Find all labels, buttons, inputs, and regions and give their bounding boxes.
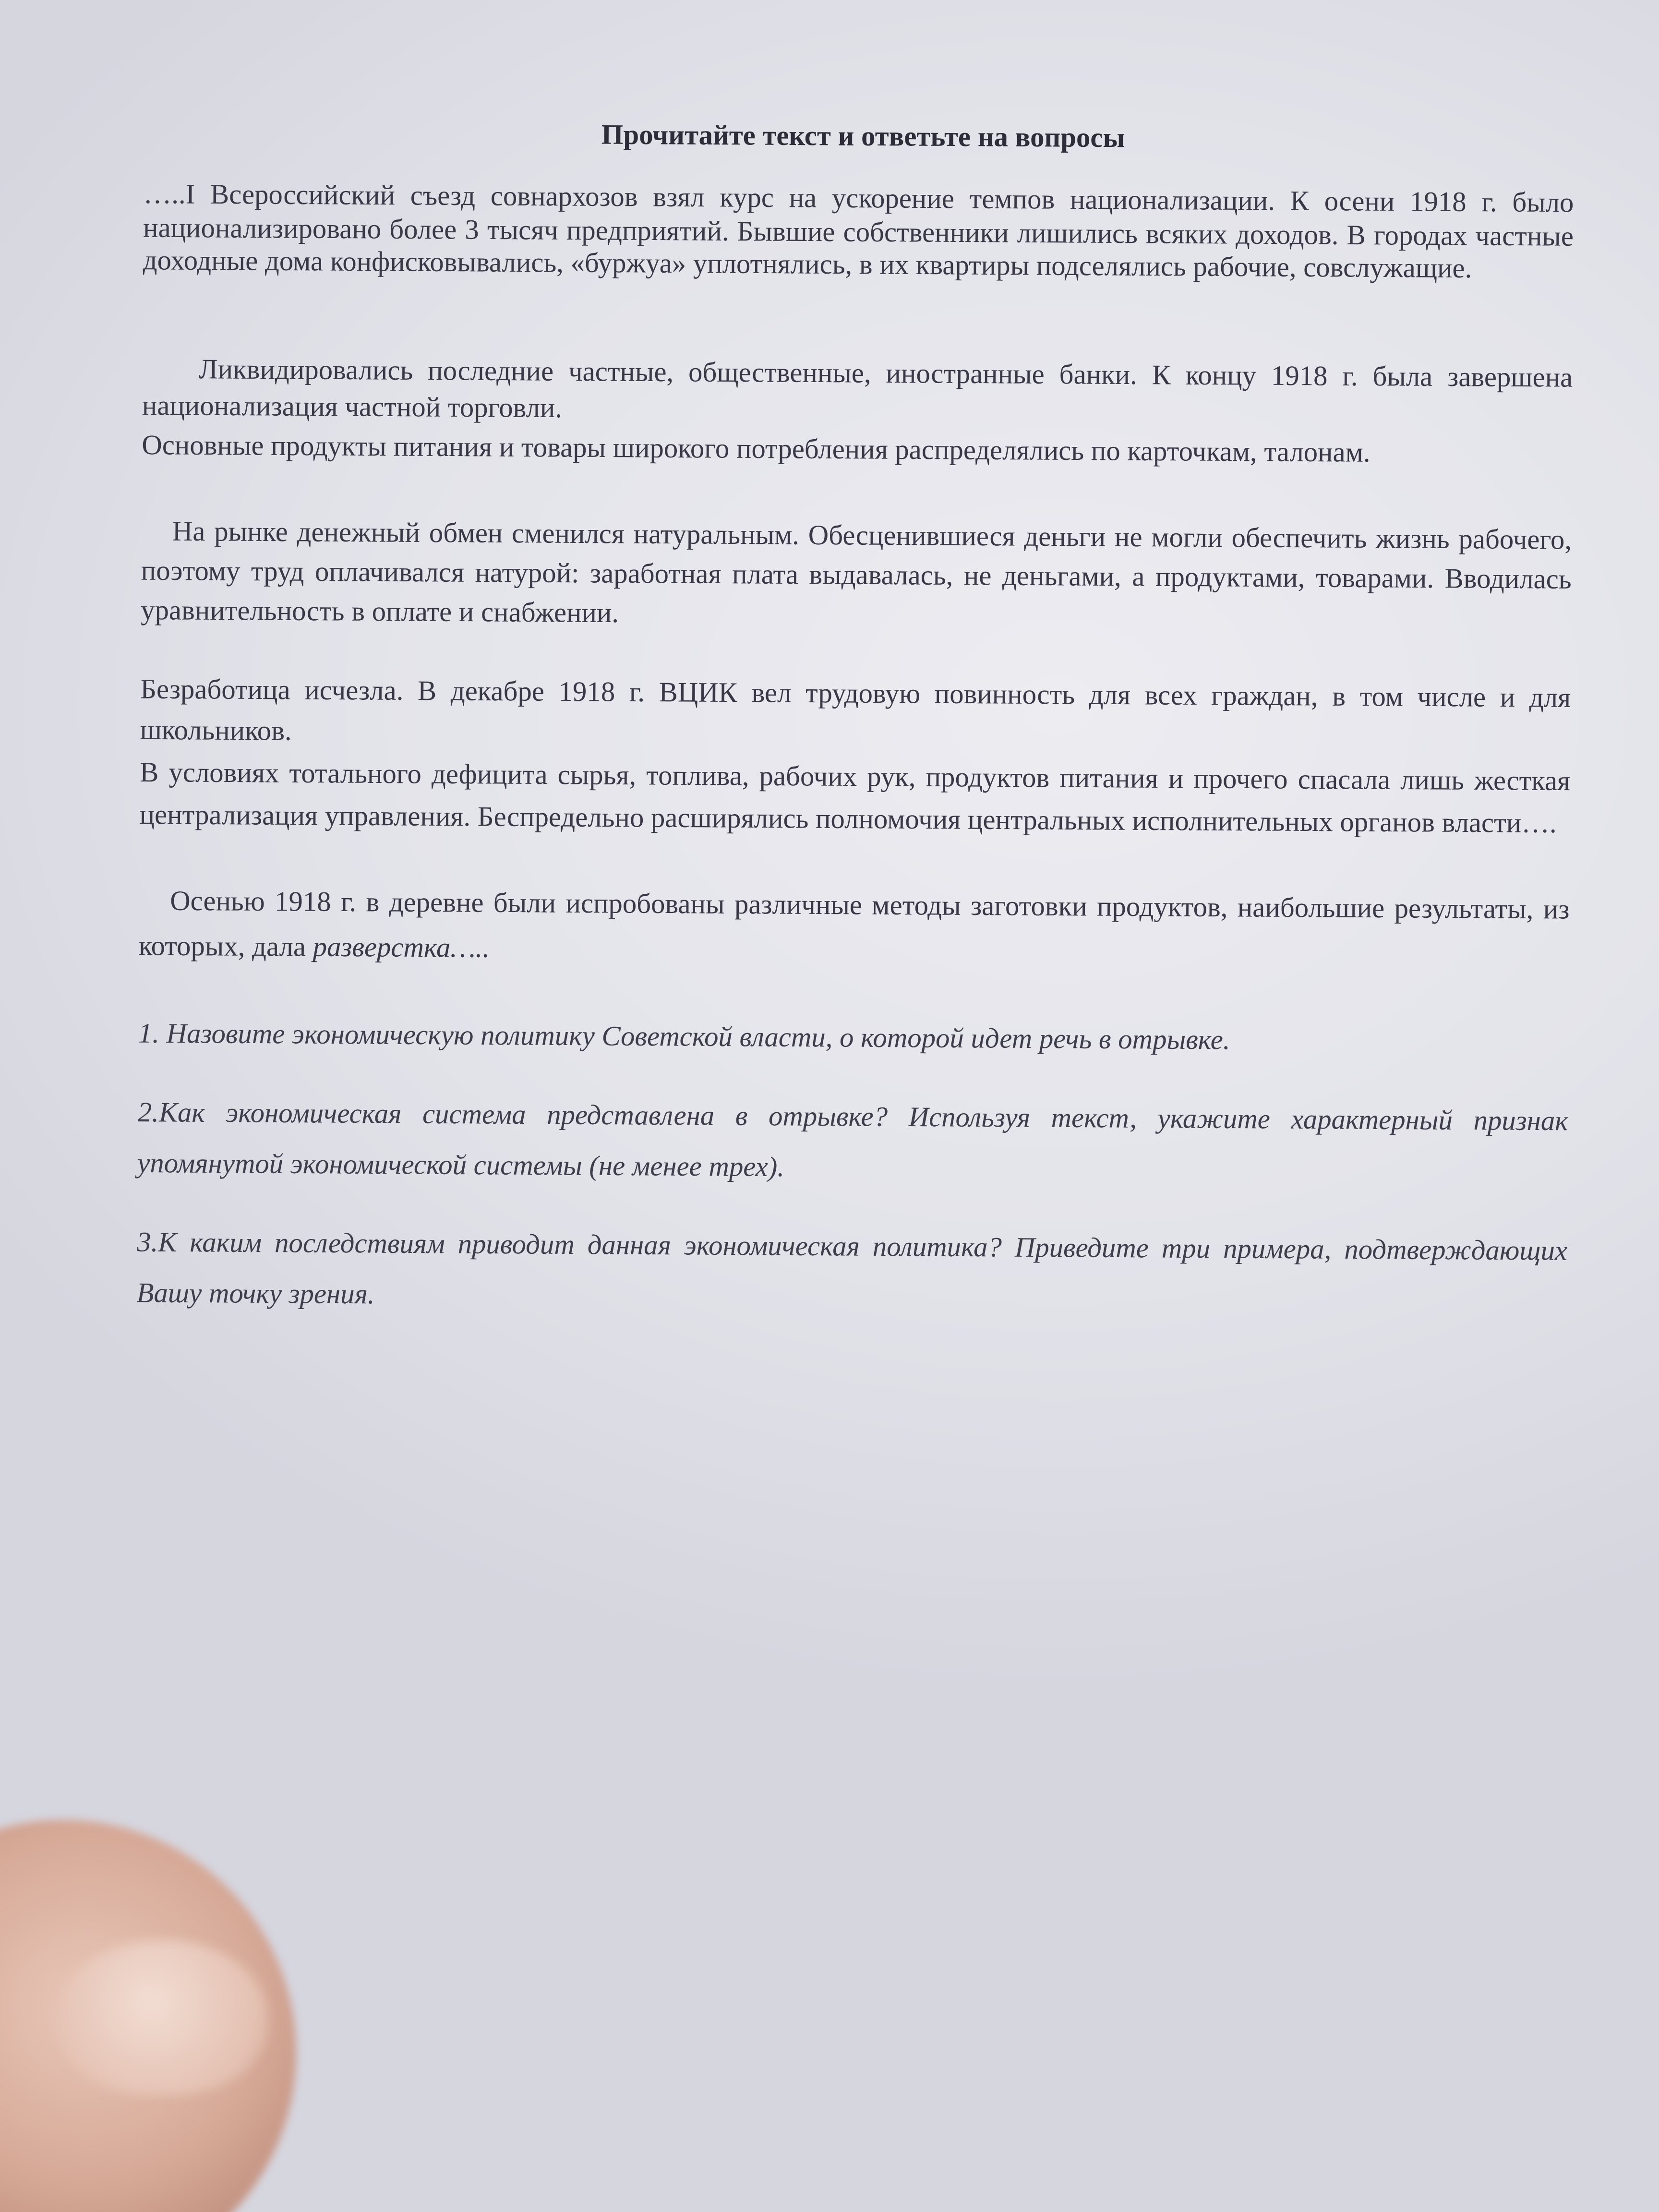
paragraph-6: В условиях тотального дефицита сырья, топлива, рабочих рук, продуктов питания и прочего спасала лишь жесткая централизация управления. Беспредельно расширялись полномочия центральных исполнительных органов власти…. [139, 757, 1571, 840]
paragraph-2: Ликвидировались последние частные, общественные, иностранные банки. К концу 1918 г. была завершена национализация частной торговли. [142, 354, 1573, 424]
question-3: 3.К каким последствиям приводит данная экономическая политика? Приведите три примера, подтверждающих Вашу точку зрения. [136, 1227, 1568, 1311]
paragraph-7 [139, 879, 1570, 978]
question-1: 1. Назовите экономическую политику Советской власти, о которой идет речь в отрывке. [138, 1018, 1230, 1057]
paragraph-4: На рынке денежный обмен сменился натуральным. Обесценившиеся деньги не могли обеспечить жизнь рабочего, поэтому труд оплачивался натурой: заработная плата выдавалась, не деньгами, а продуктами, товарами. Вводилась уравнительность в оплате и снабжении. [141, 516, 1572, 629]
paragraph-5: Безработица исчезла. В декабре 1918 г. ВЦИК вел трудовую повинность для всех граждан, в том числе и для школьников. [140, 674, 1571, 747]
page-title: Прочитайте текст и ответьте на вопросы [601, 120, 1125, 154]
paragraph-3: Основные продукты питания и товары широкого потребления распределялись по карточкам, талонам. [142, 430, 1370, 469]
razverstka-italic: разверстка….. [313, 932, 490, 964]
question-2: 2.Как экономическая система представлена в отрывке? Используя текст, укажите характерный признак упомянутой экономической системы (не менее трех). [137, 1097, 1568, 1183]
paragraph-1: …..I Всероссийский съезд совнархозов взял курс на ускорение темпов национализации. К осени 1918 г. было национализировано более 3 тысяч предприятий. Бывшие собственники лишились всяких доходов. В городах частные доходные дома конфисковывались, «буржуа» уплотнялись, в их квартиры подселялись рабочие, совслужащие. [143, 179, 1574, 285]
fingernail [57, 1940, 268, 2095]
paragraph-7-text: Осенью 1918 г. в деревне были испробованы различные методы заготовки продуктов, наибольшие результаты, из которых, дала [138, 886, 1570, 963]
